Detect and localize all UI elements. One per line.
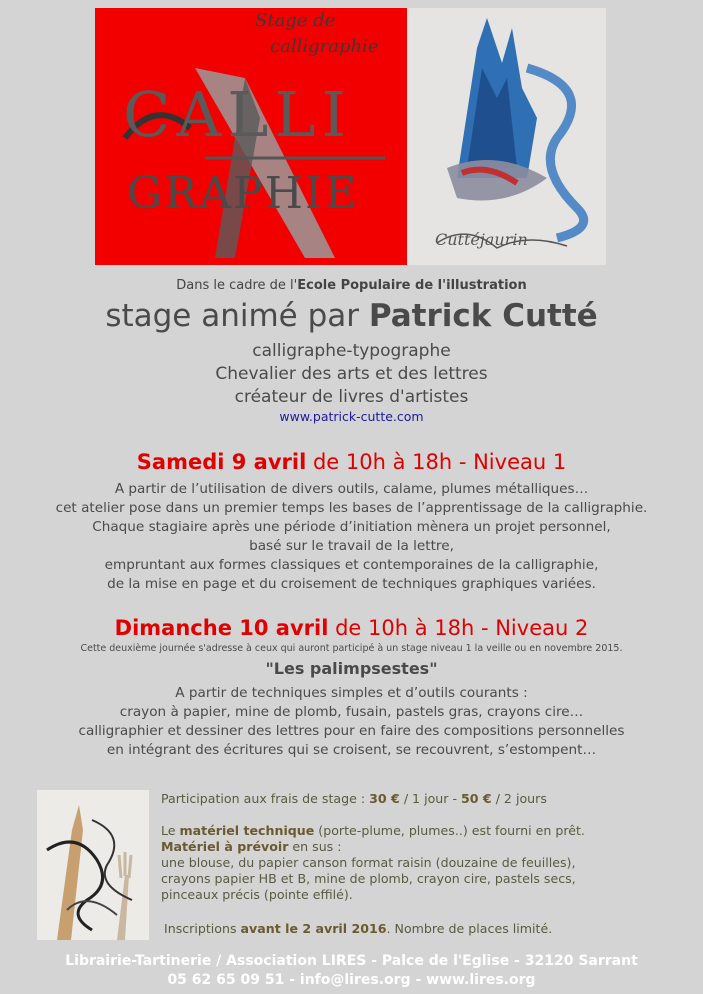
headline-prefix: stage animé par [105,298,369,334]
fees-prefix: Participation aux frais de stage : [161,791,370,806]
day1-description [0,480,703,594]
brush-artwork-image [407,8,606,265]
pen-tools-image [37,790,149,940]
fees-line [161,791,547,807]
day2-note: Cette deuxième journée s'adresse à ceux qui auront participé à un stage niveau 1 la veille ou en novembre 2015. [80,643,623,654]
mat-rest: (porte-plume, plumes..) est fourni en prêt. [314,823,585,838]
artwork-signature: Cuttéjaurin [435,230,528,249]
website-link[interactable]: www.patrick-cutte.com [279,409,424,424]
intro-prefix: Dans le cadre de l' [176,278,298,293]
day2-heading [0,616,703,640]
prevoir-rest: en sus : [288,839,342,854]
intro-school-name: Ecole Populaire de l'illustration [297,278,527,293]
day2-hours: de 10h à 18h - Niveau 2 [328,616,589,640]
headline [0,298,703,334]
day1-hours: de 10h à 18h - Niveau 1 [306,450,567,474]
day2-line: crayon à papier, mine de plomb, fusain, pastels gras, crayons cire… [119,704,584,720]
title-chevalier: Chevalier des arts et des lettres [215,364,488,384]
day1-line: Chaque stagiaire après une période d’initiation mènera un projet personnel, [92,519,611,535]
materiel-prevoir-line [161,839,342,855]
title-createur: créateur de livres d'artistes [234,387,469,407]
insc-deadline: avant le 2 avril 2016 [240,921,387,936]
headline-name: Patrick Cutté [368,298,598,334]
inscriptions-line [164,921,552,937]
day1-line: A partir de l’utilisation de divers outils, calame, plumes métalliques… [114,481,589,497]
fee-two-days: 50 € [461,791,492,806]
palimpsestes-subtitle: "Les palimpsestes" [265,659,438,678]
day1-line: empruntant aux formes classiques et contemporaines de la calligraphie, [104,557,599,573]
brush-artwork-graphic [407,8,606,265]
title-calligraphe: calligraphe-typographe [252,341,451,361]
day1-date: Samedi 9 avril [136,450,307,474]
day2-description [0,684,703,760]
materiel-item: une blouse, du papier canson format raisin (douzaine de feuilles), [161,855,576,870]
insc-rest: . Nombre de places limité. [386,921,553,936]
fee-one-day: 30 € [369,791,400,806]
calligraphy-poster-image [95,8,407,265]
prevoir-bold: Matériel à prévoir [161,839,289,854]
poster-graphie-text: GRAPHIE [127,168,359,219]
materiel-item: crayons papier HB et B, mine de plomb, crayon cire, pastels secs, [161,871,576,886]
mat-bold: matériel technique [179,823,315,838]
fee-one-day-unit: / 1 jour - [399,791,461,806]
footer-address: Librairie-Tartinerie / Association LIRES - Palce de l'Eglise - 32120 Sarrant [65,953,638,969]
day1-line: de la mise en page et du croisement de techniques graphiques variées. [107,576,596,592]
pen-tools-graphic [37,790,149,940]
insc-prefix: Inscriptions [164,921,241,936]
fee-two-days-unit: / 2 jours [491,791,547,806]
materiel-technique-line [161,823,585,839]
materiel-item: pinceaux précis (pointe effilé). [161,887,353,902]
day2-date: Dimanche 10 avril [114,616,329,640]
day2-line: calligraphier et dessiner des lettres pour en faire des compositions personnelles [78,723,625,739]
day2-line: en intégrant des écritures qui se croisent, se recouvrent, s’estompent… [106,742,597,758]
mat-prefix: Le [161,823,180,838]
materiel-list [161,855,576,903]
poster-stage-label: Stage de [255,10,336,31]
day1-heading [0,450,703,474]
footer-contact: 05 62 65 09 51 - info@lires.org - www.lires.org [167,972,536,988]
day2-line: A partir de techniques simples et d’outils courants : [175,685,528,701]
day1-line: basé sur le travail de la lettre, [249,538,454,554]
day1-line: cet atelier pose dans un premier temps les bases de l’apprentissage de la calligraphie. [55,500,648,516]
intro-line [0,278,703,293]
poster-calligraphie-label: calligraphie [270,36,379,57]
poster-calli-text: CALLI [123,78,353,151]
